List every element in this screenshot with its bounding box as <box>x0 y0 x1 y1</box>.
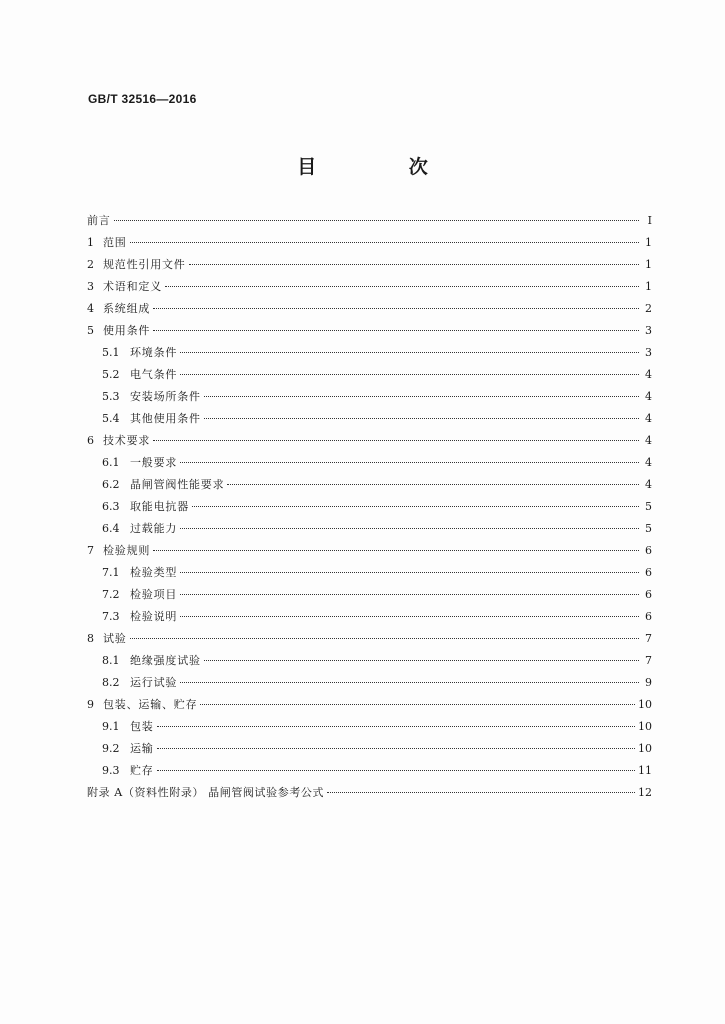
toc-entry[interactable] <box>87 562 652 584</box>
toc-entry[interactable] <box>87 738 652 760</box>
toc-entry[interactable] <box>87 232 652 254</box>
toc-entry-title: 技术要求 <box>103 434 151 447</box>
toc-leader-dots <box>180 527 639 529</box>
toc-leader-dots <box>130 241 639 243</box>
toc-entry-page: 4 <box>645 412 652 425</box>
toc-entry-title: 检验项目 <box>130 588 178 601</box>
toc-entry[interactable] <box>87 760 652 782</box>
toc-entry-number: 7.3 <box>102 610 120 623</box>
toc-entry-title: 检验类型 <box>130 566 178 579</box>
toc-entry-number: 8 <box>87 632 94 645</box>
toc-entry-title: 其他使用条件 <box>130 412 201 425</box>
toc-entry-page: Ⅰ <box>647 214 652 227</box>
toc-entry-title: 试验 <box>103 632 127 645</box>
toc-entry-page: 1 <box>645 258 652 271</box>
toc-entry-page: 4 <box>645 478 652 491</box>
toc-entry-title: 安装场所条件 <box>130 390 201 403</box>
toc-entry-number: 5.3 <box>102 390 120 403</box>
toc-leader-dots <box>200 703 635 705</box>
toc-entry-number: 2 <box>87 258 94 271</box>
toc-leader-dots <box>180 593 639 595</box>
toc-entry-number: 5 <box>87 324 94 337</box>
toc-entry-number: 1 <box>87 236 94 249</box>
toc-entry-number: 7.2 <box>102 588 120 601</box>
toc-entry[interactable] <box>87 254 652 276</box>
toc-entry-number: 9.2 <box>102 742 120 755</box>
toc-leader-dots <box>180 615 639 617</box>
toc-entry[interactable] <box>87 452 652 474</box>
toc-entry-title: 一般要求 <box>130 456 178 469</box>
toc-entry-title: 术语和定义 <box>103 280 162 293</box>
toc-entry-number: 7.1 <box>102 566 120 579</box>
toc-entry[interactable] <box>87 276 652 298</box>
toc-entry-title: 包装 <box>130 720 154 733</box>
toc-entry-page: 1 <box>645 280 652 293</box>
toc-leader-dots <box>192 505 639 507</box>
toc-entry-number: 4 <box>87 302 94 315</box>
toc-entry-title: 贮存 <box>130 764 154 777</box>
toc-entry-title: 运行试验 <box>130 676 178 689</box>
toc-entry-number: 6.1 <box>102 456 120 469</box>
toc-leader-dots <box>204 395 639 397</box>
toc-entry-page: 5 <box>645 500 652 513</box>
toc-entry-number: 9 <box>87 698 94 711</box>
toc-entry[interactable] <box>87 320 652 342</box>
toc-leader-dots <box>153 307 639 309</box>
toc-entry-page: 4 <box>645 390 652 403</box>
toc-leader-dots <box>153 549 639 551</box>
toc-leader-dots <box>189 263 639 265</box>
toc-entry-title: 范围 <box>103 236 127 249</box>
toc-entry-page: 11 <box>638 764 652 777</box>
toc-entry-page: 1 <box>645 236 652 249</box>
toc-entry[interactable] <box>87 628 652 650</box>
toc-entry[interactable] <box>87 210 652 232</box>
toc-entry-page: 7 <box>645 632 652 645</box>
toc-entry-page: 2 <box>645 302 652 315</box>
toc-entry-page: 7 <box>645 654 652 667</box>
toc-entry-title: 检验说明 <box>130 610 178 623</box>
toc-entry[interactable] <box>87 408 652 430</box>
toc-entry-page: 10 <box>638 742 652 755</box>
toc-entry-page: 4 <box>645 368 652 381</box>
toc-leader-dots <box>180 373 639 375</box>
toc-entry-number: 6.3 <box>102 500 120 513</box>
toc-entry-page: 6 <box>645 544 652 557</box>
table-of-contents <box>87 210 652 804</box>
toc-entry[interactable] <box>87 672 652 694</box>
toc-entry-page: 9 <box>645 676 652 689</box>
standard-code: GB/T 32516—2016 <box>88 92 197 106</box>
toc-leader-dots <box>157 747 635 749</box>
toc-leader-dots <box>165 285 639 287</box>
toc-leader-dots <box>180 571 639 573</box>
toc-entry-page: 12 <box>638 786 652 799</box>
toc-entry-title: 检验规则 <box>103 544 151 557</box>
toc-entry-title: 规范性引用文件 <box>103 258 186 271</box>
toc-entry-number: 3 <box>87 280 94 293</box>
toc-entry[interactable] <box>87 474 652 496</box>
toc-entry-number: 5.2 <box>102 368 120 381</box>
toc-entry[interactable] <box>87 386 652 408</box>
toc-entry-number: 6.4 <box>102 522 120 535</box>
toc-entry[interactable] <box>87 496 652 518</box>
toc-entry-title: 过载能力 <box>130 522 178 535</box>
toc-entry-page: 5 <box>645 522 652 535</box>
toc-entry[interactable] <box>87 782 652 804</box>
toc-entry-title: 取能电抗器 <box>130 500 189 513</box>
toc-leader-dots <box>327 791 635 793</box>
toc-entry-title: 运输 <box>130 742 154 755</box>
toc-entry-number: 5.4 <box>102 412 120 425</box>
toc-entry-page: 10 <box>638 698 652 711</box>
toc-entry-title: 晶闸管阀性能要求 <box>130 478 225 491</box>
toc-entry[interactable] <box>87 694 652 716</box>
toc-entry-title: 使用条件 <box>103 324 151 337</box>
toc-entry[interactable] <box>87 342 652 364</box>
toc-leader-dots <box>227 483 639 485</box>
toc-entry-title: 包装、运输、贮存 <box>103 698 198 711</box>
toc-leader-dots <box>180 461 639 463</box>
toc-entry-title: 前言 <box>87 214 111 227</box>
toc-entry-number: 9.1 <box>102 720 120 733</box>
toc-leader-dots <box>180 351 639 353</box>
toc-leader-dots <box>153 329 639 331</box>
toc-leader-dots <box>204 417 639 419</box>
toc-entry[interactable] <box>87 584 652 606</box>
toc-entry-page: 10 <box>638 720 652 733</box>
toc-entry-number: 6.2 <box>102 478 120 491</box>
toc-entry[interactable] <box>87 518 652 540</box>
toc-leader-dots <box>157 725 635 727</box>
toc-entry[interactable] <box>87 364 652 386</box>
toc-leader-dots <box>130 637 639 639</box>
toc-entry[interactable] <box>87 716 652 738</box>
toc-entry-page: 6 <box>645 588 652 601</box>
toc-entry-page: 6 <box>645 610 652 623</box>
toc-entry-title: 系统组成 <box>103 302 151 315</box>
toc-leader-dots <box>204 659 639 661</box>
toc-entry[interactable] <box>87 606 652 628</box>
toc-entry-page: 4 <box>645 456 652 469</box>
toc-entry-title: 附录 A（资料性附录） 晶闸管阀试验参考公式 <box>87 786 325 799</box>
toc-leader-dots <box>114 219 639 221</box>
toc-entry-page: 3 <box>645 346 652 359</box>
toc-leader-dots <box>153 439 639 441</box>
toc-entry-title: 电气条件 <box>130 368 178 381</box>
toc-entry-number: 7 <box>87 544 94 557</box>
toc-entry-number: 8.1 <box>102 654 120 667</box>
toc-entry-page: 6 <box>645 566 652 579</box>
toc-entry-number: 5.1 <box>102 346 120 359</box>
toc-entry-number: 9.3 <box>102 764 120 777</box>
page-title: 目 次 <box>297 156 458 178</box>
toc-leader-dots <box>180 681 639 683</box>
toc-entry-title: 环境条件 <box>130 346 178 359</box>
toc-leader-dots <box>157 769 635 771</box>
toc-entry-number: 6 <box>87 434 94 447</box>
toc-entry[interactable] <box>87 540 652 562</box>
toc-entry[interactable] <box>87 298 652 320</box>
toc-entry-number: 8.2 <box>102 676 120 689</box>
toc-entry[interactable] <box>87 650 652 672</box>
toc-entry-page: 3 <box>645 324 652 337</box>
toc-entry[interactable] <box>87 430 652 452</box>
toc-entry-title: 绝缘强度试验 <box>130 654 201 667</box>
toc-entry-page: 4 <box>645 434 652 447</box>
